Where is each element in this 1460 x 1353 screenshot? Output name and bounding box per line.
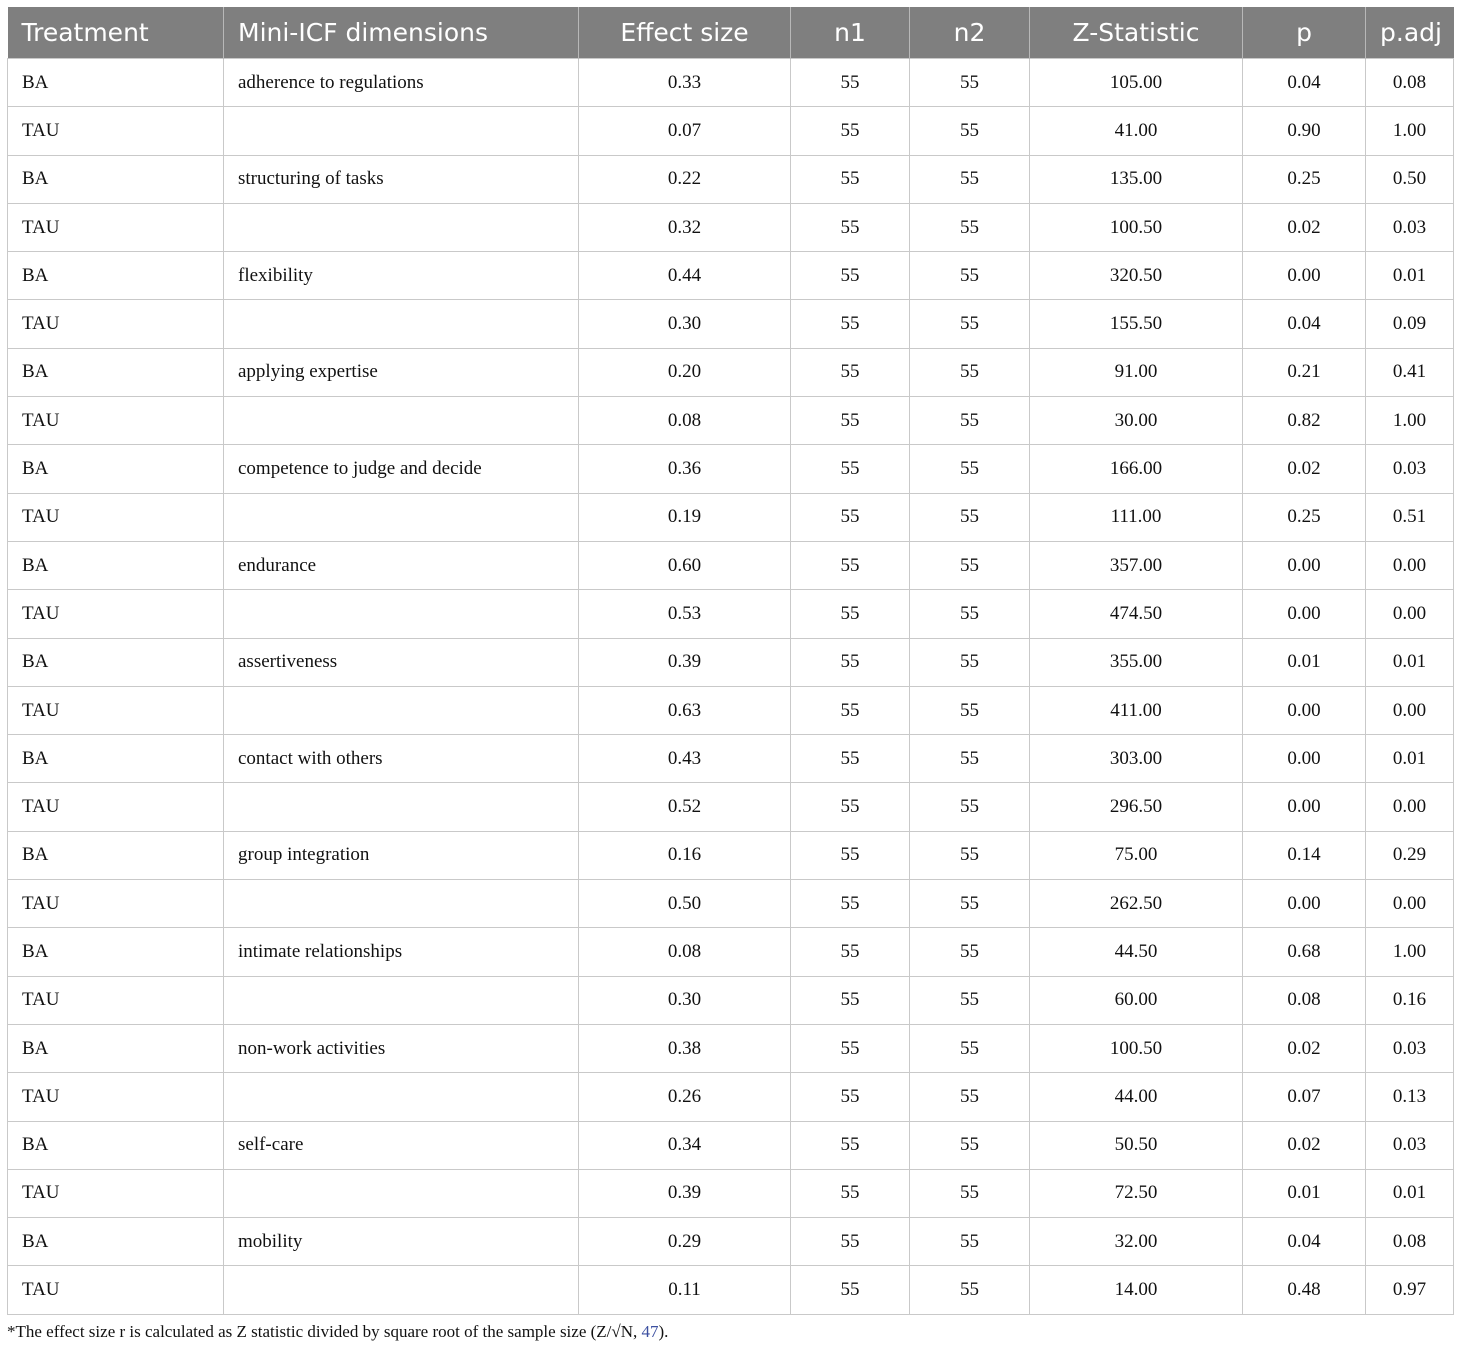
- table-row: [8, 493, 1454, 541]
- cell-n1: 55: [791, 686, 910, 734]
- table-row: [8, 735, 1454, 783]
- table-row: [8, 928, 1454, 976]
- cell-z-statistic: 41.00: [1030, 107, 1243, 155]
- cell-dimension: self-care: [224, 1121, 579, 1169]
- cell-n2: 55: [910, 541, 1030, 589]
- cell-n2: 55: [910, 107, 1030, 155]
- cell-z-statistic: 50.50: [1030, 1121, 1243, 1169]
- cell-n1: 55: [791, 1024, 910, 1072]
- cell-treatment: TAU: [8, 203, 224, 251]
- cell-n2: 55: [910, 445, 1030, 493]
- cell-dimension: group integration: [224, 831, 579, 879]
- cell-n1: 55: [791, 1266, 910, 1314]
- cell-n1: 55: [791, 59, 910, 107]
- cell-p-adj: 0.00: [1366, 590, 1454, 638]
- cell-p-adj: 0.00: [1366, 783, 1454, 831]
- cell-n1: 55: [791, 493, 910, 541]
- cell-p: 0.00: [1243, 880, 1366, 928]
- cell-z-statistic: 44.50: [1030, 928, 1243, 976]
- cell-treatment: BA: [8, 348, 224, 396]
- cell-effect-size: 0.39: [579, 1169, 791, 1217]
- cell-z-statistic: 262.50: [1030, 880, 1243, 928]
- cell-p-adj: 0.16: [1366, 976, 1454, 1024]
- header-mini-icf-dimensions: Mini-ICF dimensions: [224, 7, 579, 59]
- cell-n1: 55: [791, 1121, 910, 1169]
- cell-effect-size: 0.52: [579, 783, 791, 831]
- cell-dimension: intimate relationships: [224, 928, 579, 976]
- cell-dimension: [224, 203, 579, 251]
- table-row: [8, 976, 1454, 1024]
- cell-dimension: [224, 783, 579, 831]
- cell-dimension: flexibility: [224, 252, 579, 300]
- cell-n1: 55: [791, 880, 910, 928]
- cell-p-adj: 0.08: [1366, 59, 1454, 107]
- header-effect-size: Effect size: [579, 7, 791, 59]
- cell-p-adj: 0.01: [1366, 638, 1454, 686]
- cell-p-adj: 0.50: [1366, 155, 1454, 203]
- cell-n1: 55: [791, 445, 910, 493]
- cell-n2: 55: [910, 1218, 1030, 1266]
- cell-z-statistic: 100.50: [1030, 1024, 1243, 1072]
- table-row: [8, 445, 1454, 493]
- cell-effect-size: 0.11: [579, 1266, 791, 1314]
- cell-z-statistic: 355.00: [1030, 638, 1243, 686]
- cell-dimension: competence to judge and decide: [224, 445, 579, 493]
- cell-effect-size: 0.29: [579, 1218, 791, 1266]
- cell-p: 0.04: [1243, 59, 1366, 107]
- cell-p: 0.08: [1243, 976, 1366, 1024]
- cell-n2: 55: [910, 252, 1030, 300]
- cell-z-statistic: 30.00: [1030, 397, 1243, 445]
- cell-treatment: BA: [8, 928, 224, 976]
- cell-z-statistic: 75.00: [1030, 831, 1243, 879]
- cell-z-statistic: 296.50: [1030, 783, 1243, 831]
- cell-dimension: [224, 590, 579, 638]
- cell-effect-size: 0.20: [579, 348, 791, 396]
- cell-treatment: BA: [8, 1218, 224, 1266]
- cell-effect-size: 0.50: [579, 880, 791, 928]
- cell-dimension: [224, 1169, 579, 1217]
- cell-n2: 55: [910, 1266, 1030, 1314]
- cell-n1: 55: [791, 300, 910, 348]
- results-table-container: [7, 7, 1453, 1315]
- cell-z-statistic: 411.00: [1030, 686, 1243, 734]
- cell-effect-size: 0.34: [579, 1121, 791, 1169]
- cell-effect-size: 0.26: [579, 1073, 791, 1121]
- cell-p: 0.68: [1243, 928, 1366, 976]
- cell-n1: 55: [791, 783, 910, 831]
- cell-p: 0.25: [1243, 493, 1366, 541]
- cell-treatment: TAU: [8, 300, 224, 348]
- cell-p: 0.07: [1243, 1073, 1366, 1121]
- cell-p-adj: 0.01: [1366, 252, 1454, 300]
- results-table: [7, 7, 1454, 1315]
- table-header-row: [8, 7, 1454, 59]
- cell-z-statistic: 72.50: [1030, 1169, 1243, 1217]
- cell-z-statistic: 111.00: [1030, 493, 1243, 541]
- table-row: [8, 1266, 1454, 1314]
- cell-p-adj: 0.41: [1366, 348, 1454, 396]
- cell-n1: 55: [791, 735, 910, 783]
- cell-treatment: BA: [8, 735, 224, 783]
- cell-effect-size: 0.63: [579, 686, 791, 734]
- cell-z-statistic: 320.50: [1030, 252, 1243, 300]
- header-p-adj: p.adj: [1366, 7, 1454, 59]
- table-row: [8, 348, 1454, 396]
- cell-p: 0.00: [1243, 735, 1366, 783]
- cell-effect-size: 0.22: [579, 155, 791, 203]
- cell-n2: 55: [910, 831, 1030, 879]
- cell-n1: 55: [791, 348, 910, 396]
- cell-n2: 55: [910, 880, 1030, 928]
- table-row: [8, 1218, 1454, 1266]
- cell-z-statistic: 155.50: [1030, 300, 1243, 348]
- cell-n1: 55: [791, 976, 910, 1024]
- table-body: [8, 59, 1454, 1315]
- cell-z-statistic: 60.00: [1030, 976, 1243, 1024]
- cell-p-adj: 1.00: [1366, 397, 1454, 445]
- table-row: [8, 831, 1454, 879]
- cell-p: 0.00: [1243, 541, 1366, 589]
- cell-dimension: assertiveness: [224, 638, 579, 686]
- cell-dimension: endurance: [224, 541, 579, 589]
- cell-n1: 55: [791, 1073, 910, 1121]
- cell-effect-size: 0.19: [579, 493, 791, 541]
- cell-treatment: TAU: [8, 397, 224, 445]
- cell-dimension: [224, 976, 579, 1024]
- cell-p: 0.21: [1243, 348, 1366, 396]
- cell-p-adj: 0.97: [1366, 1266, 1454, 1314]
- cell-dimension: mobility: [224, 1218, 579, 1266]
- cell-effect-size: 0.60: [579, 541, 791, 589]
- cell-n2: 55: [910, 590, 1030, 638]
- table-footnote: [7, 1322, 668, 1342]
- header-n2: n2: [910, 7, 1030, 59]
- cell-n1: 55: [791, 831, 910, 879]
- cell-p-adj: 1.00: [1366, 107, 1454, 155]
- cell-n1: 55: [791, 1169, 910, 1217]
- cell-dimension: [224, 1266, 579, 1314]
- table-row: [8, 590, 1454, 638]
- cell-treatment: TAU: [8, 1266, 224, 1314]
- cell-effect-size: 0.30: [579, 976, 791, 1024]
- cell-dimension: [224, 493, 579, 541]
- cell-treatment: BA: [8, 541, 224, 589]
- cell-z-statistic: 166.00: [1030, 445, 1243, 493]
- cell-n1: 55: [791, 541, 910, 589]
- header-n1: n1: [791, 7, 910, 59]
- cell-dimension: [224, 880, 579, 928]
- cell-p-adj: 0.03: [1366, 1121, 1454, 1169]
- cell-effect-size: 0.08: [579, 397, 791, 445]
- cell-dimension: [224, 107, 579, 155]
- cell-n2: 55: [910, 1073, 1030, 1121]
- cell-n2: 55: [910, 59, 1030, 107]
- table-row: [8, 203, 1454, 251]
- cell-z-statistic: 100.50: [1030, 203, 1243, 251]
- cell-dimension: adherence to regulations: [224, 59, 579, 107]
- cell-z-statistic: 135.00: [1030, 155, 1243, 203]
- table-row: [8, 59, 1454, 107]
- cell-p: 0.82: [1243, 397, 1366, 445]
- cell-n2: 55: [910, 203, 1030, 251]
- table-row: [8, 397, 1454, 445]
- cell-treatment: BA: [8, 1024, 224, 1072]
- cell-z-statistic: 474.50: [1030, 590, 1243, 638]
- cell-z-statistic: 44.00: [1030, 1073, 1243, 1121]
- cell-p: 0.00: [1243, 783, 1366, 831]
- footnote-end: ).: [658, 1322, 669, 1341]
- cell-n2: 55: [910, 638, 1030, 686]
- cell-p: 0.02: [1243, 1121, 1366, 1169]
- cell-treatment: BA: [8, 445, 224, 493]
- header-p: p: [1243, 7, 1366, 59]
- cell-p-adj: 1.00: [1366, 928, 1454, 976]
- cell-n1: 55: [791, 397, 910, 445]
- table-row: [8, 300, 1454, 348]
- cell-n2: 55: [910, 783, 1030, 831]
- table-row: [8, 1169, 1454, 1217]
- cell-treatment: BA: [8, 155, 224, 203]
- cell-n2: 55: [910, 493, 1030, 541]
- table-row: [8, 686, 1454, 734]
- cell-treatment: TAU: [8, 880, 224, 928]
- cell-n2: 55: [910, 155, 1030, 203]
- cell-p-adj: 0.08: [1366, 1218, 1454, 1266]
- cell-z-statistic: 14.00: [1030, 1266, 1243, 1314]
- cell-p: 0.04: [1243, 300, 1366, 348]
- cell-treatment: TAU: [8, 1073, 224, 1121]
- cell-p: 0.02: [1243, 445, 1366, 493]
- cell-p-adj: 0.03: [1366, 203, 1454, 251]
- cell-p-adj: 0.13: [1366, 1073, 1454, 1121]
- cell-n2: 55: [910, 735, 1030, 783]
- cell-treatment: TAU: [8, 1169, 224, 1217]
- cell-dimension: structuring of tasks: [224, 155, 579, 203]
- cell-treatment: TAU: [8, 976, 224, 1024]
- cell-p-adj: 0.09: [1366, 300, 1454, 348]
- cell-n2: 55: [910, 300, 1030, 348]
- cell-n2: 55: [910, 976, 1030, 1024]
- cell-effect-size: 0.39: [579, 638, 791, 686]
- table-row: [8, 1024, 1454, 1072]
- cell-n1: 55: [791, 928, 910, 976]
- cell-p-adj: 0.00: [1366, 541, 1454, 589]
- cell-p-adj: 0.51: [1366, 493, 1454, 541]
- cell-treatment: BA: [8, 59, 224, 107]
- cell-dimension: [224, 397, 579, 445]
- cell-z-statistic: 105.00: [1030, 59, 1243, 107]
- cell-z-statistic: 91.00: [1030, 348, 1243, 396]
- cell-p: 0.48: [1243, 1266, 1366, 1314]
- cell-dimension: [224, 686, 579, 734]
- table-row: [8, 155, 1454, 203]
- cell-p: 0.00: [1243, 686, 1366, 734]
- cell-dimension: [224, 1073, 579, 1121]
- cell-n1: 55: [791, 203, 910, 251]
- cell-treatment: BA: [8, 638, 224, 686]
- cell-effect-size: 0.44: [579, 252, 791, 300]
- table-row: [8, 783, 1454, 831]
- cell-effect-size: 0.33: [579, 59, 791, 107]
- cell-n2: 55: [910, 1121, 1030, 1169]
- cell-p: 0.02: [1243, 203, 1366, 251]
- cell-effect-size: 0.08: [579, 928, 791, 976]
- cell-treatment: BA: [8, 831, 224, 879]
- cell-treatment: BA: [8, 1121, 224, 1169]
- cell-dimension: contact with others: [224, 735, 579, 783]
- table-row: [8, 541, 1454, 589]
- cell-treatment: TAU: [8, 107, 224, 155]
- cell-p: 0.14: [1243, 831, 1366, 879]
- cell-p: 0.25: [1243, 155, 1366, 203]
- cell-p-adj: 0.03: [1366, 445, 1454, 493]
- cell-effect-size: 0.32: [579, 203, 791, 251]
- cell-treatment: TAU: [8, 493, 224, 541]
- cell-n1: 55: [791, 638, 910, 686]
- cell-n2: 55: [910, 397, 1030, 445]
- cell-p-adj: 0.01: [1366, 1169, 1454, 1217]
- cell-treatment: BA: [8, 252, 224, 300]
- cell-n2: 55: [910, 928, 1030, 976]
- cell-effect-size: 0.07: [579, 107, 791, 155]
- cell-effect-size: 0.30: [579, 300, 791, 348]
- footnote-reference-link[interactable]: 47: [641, 1322, 659, 1341]
- table-row: [8, 252, 1454, 300]
- cell-treatment: TAU: [8, 686, 224, 734]
- cell-z-statistic: 303.00: [1030, 735, 1243, 783]
- cell-p-adj: 0.29: [1366, 831, 1454, 879]
- table-row: [8, 638, 1454, 686]
- cell-treatment: TAU: [8, 590, 224, 638]
- cell-n1: 55: [791, 107, 910, 155]
- cell-z-statistic: 357.00: [1030, 541, 1243, 589]
- table-row: [8, 880, 1454, 928]
- cell-z-statistic: 32.00: [1030, 1218, 1243, 1266]
- cell-effect-size: 0.38: [579, 1024, 791, 1072]
- cell-p: 0.00: [1243, 590, 1366, 638]
- cell-n1: 55: [791, 155, 910, 203]
- header-z-statistic: Z-Statistic: [1030, 7, 1243, 59]
- cell-treatment: TAU: [8, 783, 224, 831]
- cell-p-adj: 0.00: [1366, 686, 1454, 734]
- cell-p-adj: 0.03: [1366, 1024, 1454, 1072]
- cell-p: 0.90: [1243, 107, 1366, 155]
- cell-n1: 55: [791, 1218, 910, 1266]
- cell-n2: 55: [910, 348, 1030, 396]
- cell-p: 0.00: [1243, 252, 1366, 300]
- cell-p: 0.02: [1243, 1024, 1366, 1072]
- cell-p: 0.01: [1243, 638, 1366, 686]
- cell-dimension: [224, 300, 579, 348]
- cell-n1: 55: [791, 252, 910, 300]
- cell-n2: 55: [910, 686, 1030, 734]
- header-treatment: Treatment: [8, 7, 224, 59]
- cell-p-adj: 0.01: [1366, 735, 1454, 783]
- cell-n2: 55: [910, 1169, 1030, 1217]
- cell-effect-size: 0.36: [579, 445, 791, 493]
- cell-n1: 55: [791, 590, 910, 638]
- cell-p: 0.04: [1243, 1218, 1366, 1266]
- cell-n2: 55: [910, 1024, 1030, 1072]
- table-row: [8, 107, 1454, 155]
- cell-effect-size: 0.16: [579, 831, 791, 879]
- cell-effect-size: 0.53: [579, 590, 791, 638]
- cell-p-adj: 0.00: [1366, 880, 1454, 928]
- table-row: [8, 1121, 1454, 1169]
- cell-dimension: non-work activities: [224, 1024, 579, 1072]
- cell-effect-size: 0.43: [579, 735, 791, 783]
- cell-dimension: applying expertise: [224, 348, 579, 396]
- cell-p: 0.01: [1243, 1169, 1366, 1217]
- footnote-text: *The effect size r is calculated as Z statistic divided by square root of the sample size (Z/√N,: [7, 1322, 642, 1341]
- table-row: [8, 1073, 1454, 1121]
